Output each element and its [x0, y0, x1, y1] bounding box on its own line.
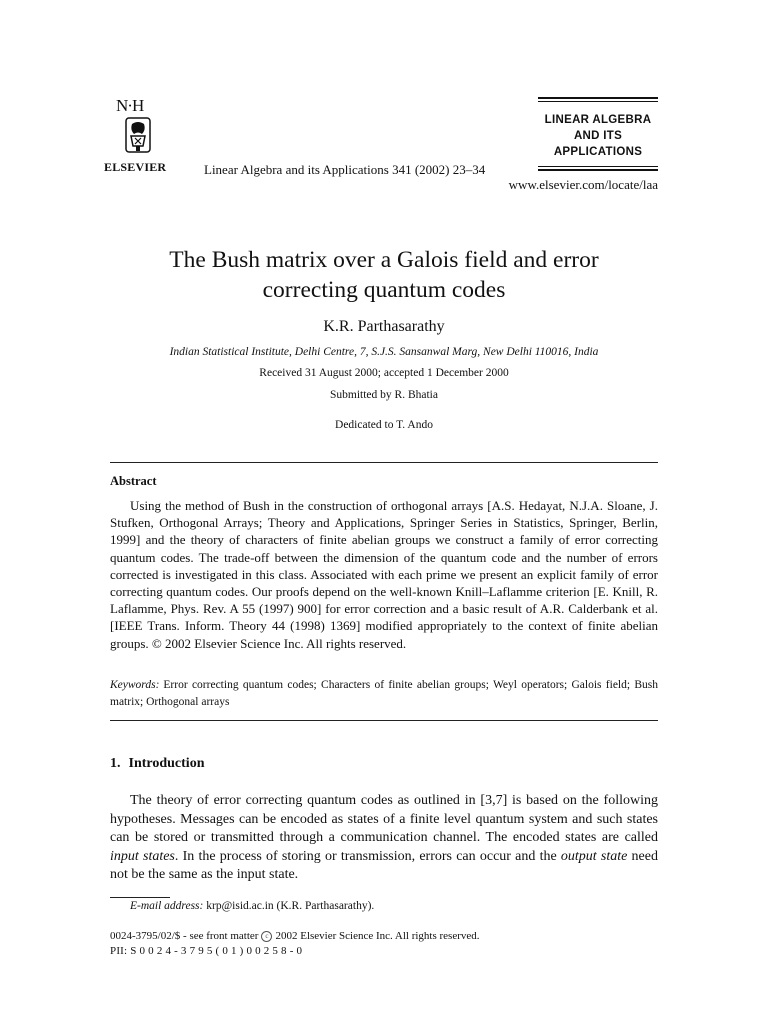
keywords	[110, 677, 658, 711]
publisher-mark: N·H	[116, 96, 144, 115]
footnote-label: E-mail address:	[130, 900, 204, 912]
footer-issn	[110, 930, 480, 942]
abstract-top-rule	[110, 462, 658, 463]
journal-url-link[interactable]: www.elsevier.com/locate/laa	[508, 177, 658, 192]
journal-title-box	[538, 97, 658, 171]
footer-pii: PII: S 0 0 2 4 - 3 7 9 5 ( 0 1 ) 0 0 2 5 8 - 0	[110, 945, 303, 957]
article-title	[0, 245, 768, 305]
publisher-name: ELSEVIER	[104, 160, 167, 174]
author-name: K.R. Parthasarathy	[323, 318, 445, 335]
footnote-email-link[interactable]: krp@isid.ac.in (K.R. Parthasarathy).	[206, 900, 375, 912]
introduction-paragraph	[110, 792, 658, 885]
footnote	[130, 900, 374, 912]
intro-text: need not be the same as the input state.	[110, 848, 658, 883]
journal-citation: Linear Algebra and its Applications 341 (2002) 23–34	[204, 162, 486, 177]
intro-emphasis-input-states: input states	[110, 848, 175, 864]
issn-suffix: 2002 Elsevier Science Inc. All rights reserved.	[275, 930, 480, 942]
keywords-label: Keywords:	[110, 679, 160, 691]
submitted-by: Submitted by R. Bhatia	[330, 389, 438, 401]
keywords-list: Error correcting quantum codes; Characters of finite abelian groups; Weyl operators; Galois field; Bush matrix; Orthogonal arrays	[110, 679, 658, 708]
article-title-line: The Bush matrix over a Galois field and error	[169, 247, 599, 273]
abstract-heading: Abstract	[110, 474, 157, 488]
abstract-bottom-rule	[110, 720, 658, 721]
journal-title-line: APPLICATIONS	[553, 146, 643, 158]
journal-title-line: AND ITS	[573, 130, 623, 142]
journal-rule-bottom	[538, 169, 658, 171]
author-affiliation: Indian Statistical Institute, Delhi Centre, 7, S.J.S. Sansanwal Marg, New Delhi 110016, India	[169, 346, 599, 358]
section-number: 1.	[110, 756, 121, 771]
publisher-logo	[104, 96, 174, 178]
dedication: Dedicated to T. Ando	[335, 419, 433, 431]
abstract-body: Using the method of Bush in the construction of orthogonal arrays [A.S. Hedayat, N.J.A. Sloane, J. Stufken, Orthogonal Arrays; Theory and Applications, Springer Series in Statistics, Springer, Berlin, 1999] and the theory of characters of finite abelian groups we construct a family of error correcting quantum codes. The trade-off between the dimension of the quantum code and the number of errors corrected is investigated in this class. Associated with each prime we present an explicit family of error correcting quantum codes. Our proofs depend on the well-known Knill–Laflamme criterion [E. Knill, R. Laflamme, Phys. Rev. A 55 (1997) 900] for error correction and a basic result of A.R. Calderbank et al. [IEEE Trans. Inform. Theory 44 (1998) 1369] modified appropriately to the context of finite abelian groups. © 2002 Elsevier Science Inc. All rights reserved.	[110, 498, 658, 651]
elsevier-tree-icon	[118, 116, 158, 156]
section-heading	[110, 756, 204, 772]
journal-title-line: LINEAR ALGEBRA	[544, 114, 652, 126]
received-dates: Received 31 August 2000; accepted 1 December 2000	[259, 367, 509, 379]
issn-prefix: 0024-3795/02/$ - see front matter	[110, 930, 259, 942]
copyright-icon: c	[261, 931, 272, 942]
intro-text: . In the process of storing or transmission, errors can occur and the	[174, 848, 561, 864]
intro-emphasis-output-state: output state	[560, 848, 628, 864]
intro-text: The theory of error correcting quantum codes as outlined in [3,7] is based on the following hypotheses. Messages can be encoded as states of a finite level quantum system and such states can be stored or transmitted through a communication channel. The encoded states are called	[110, 793, 658, 846]
footnote-rule	[110, 897, 170, 898]
journal-title	[538, 102, 658, 166]
section-title: Introduction	[128, 756, 205, 771]
article-title-line: correcting quantum codes	[262, 277, 506, 303]
